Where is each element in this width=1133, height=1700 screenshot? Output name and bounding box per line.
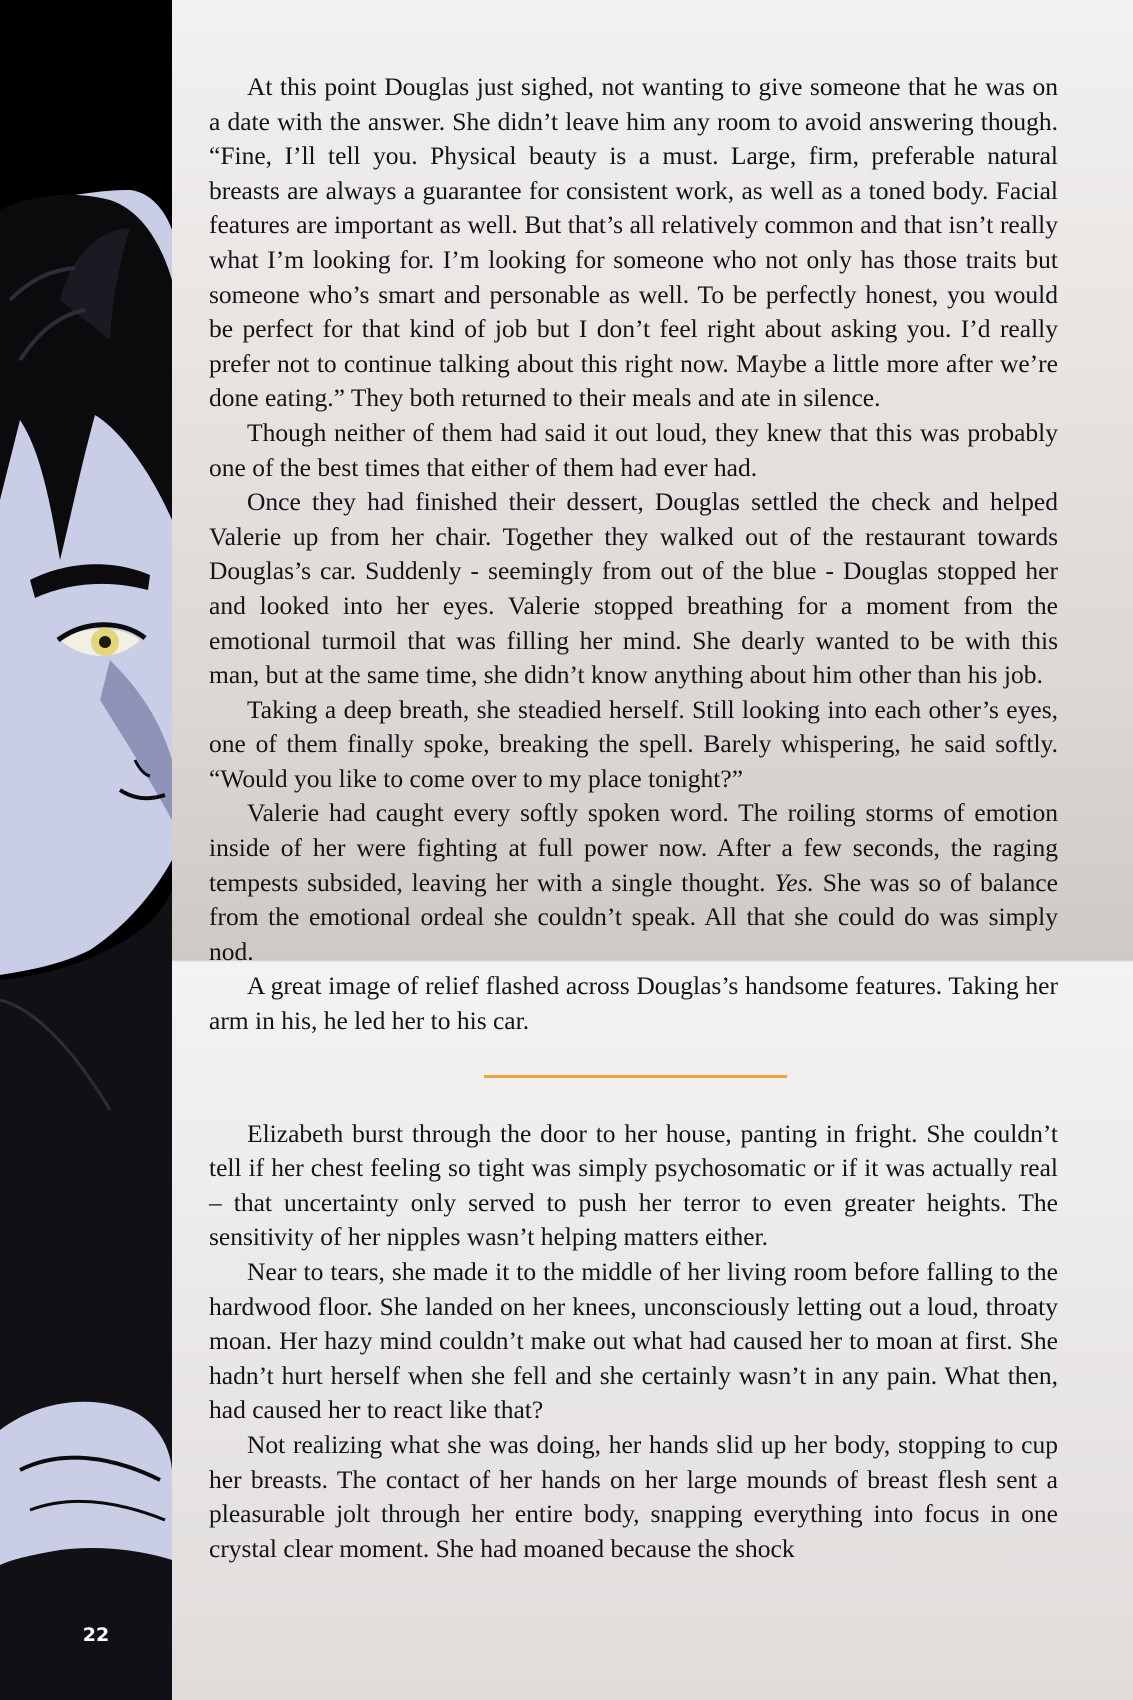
italic-word: Yes. xyxy=(774,867,814,897)
paragraph: Elizabeth burst through the door to her house, panting in fright. She couldn’t tell if her chest feeling so tight was simply psychosomatic or if it was actually real – that uncertainty only served to push her terror to even greater heights. The sensitivity of her nipples wasn’t helping matters either. xyxy=(209,1118,1058,1252)
woman-face-illustration xyxy=(0,0,172,1700)
paragraph-text: Valerie had caught every softly spoken word. The roiling storms of emotion inside of her were fighting at full power now. After a few seconds, the raging tempests subsided, leaving her with a single thought. xyxy=(209,798,1058,897)
paragraph: Once they had finished their dessert, Douglas settled the check and helped Valerie up from her chair. Together they walked out of the restaurant towards Douglas’s car. Suddenly - seemingly from out of the blue - Douglas stopped her and looked into her eyes. Valerie stopped breathing for a moment from the emotional turmoil that was filling her mind. She dearly wanted to be with this man, but at the same time, she didn’t know anything about him other than his job. xyxy=(209,487,1058,690)
paragraph: Though neither of them had said it out loud, they knew that this was probably one of the best times that either of them had ever had. xyxy=(209,417,1058,482)
story-text xyxy=(209,70,1058,1566)
paragraph: Taking a deep breath, she steadied herself. Still looking into each other’s eyes, one of them finally spoke, breaking the spell. Barely whispering, he said softly. “Would you like to come over to my place tonight?” xyxy=(209,694,1058,793)
paragraph: Near to tears, she made it to the middle of her living room before falling to the hardwood floor. She landed on her knees, unconsciously letting out a loud, throaty moan. Her hazy mind couldn’t make out what had caused her to moan at first. She hadn’t hurt herself when she fell and she certainly wasn’t in any pain. What then, had caused her to react like that? xyxy=(209,1257,1058,1425)
paragraph-text: She was so of balance from the emotional ordeal she couldn’t speak. All that she could do was simply nod. xyxy=(209,867,1058,966)
page-number: 22 xyxy=(82,1624,110,1646)
paragraph: Not realizing what she was doing, her hands slid up her body, stopping to cup her breasts. The contact of her hands on her large mounds of breast flesh sent a pleasurable jolt through her entire body, snapping everything into focus in one crystal clear moment. She had moaned because the shock xyxy=(209,1429,1058,1563)
side-illustration xyxy=(0,0,172,1700)
section-divider xyxy=(484,1075,787,1078)
paragraph xyxy=(209,796,1058,969)
paragraph: At this point Douglas just sighed, not wanting to give someone that he was on a date with the answer. She didn’t leave him any room to avoid answering though. “Fine, I’ll tell you. Physical beauty is a must. Large, firm, preferable natural breasts are always a guarantee for consistent work, as well as a toned body. Facial features are important as well. But that’s all relatively common and that isn’t really what I’m looking for. I’m looking for someone who not only has those traits but someone who’s smart and personable as well. To be perfectly honest, you would be perfect for that kind of job but I don’t feel right about asking you. I’d really prefer not to continue talking about this right now. Maybe a little more after we’re done eating.” They both returned to their meals and ate in silence. xyxy=(209,72,1058,413)
paragraph: A great image of relief flashed across Douglas’s handsome features. Taking her arm in his, he led her to his car. xyxy=(209,971,1058,1036)
